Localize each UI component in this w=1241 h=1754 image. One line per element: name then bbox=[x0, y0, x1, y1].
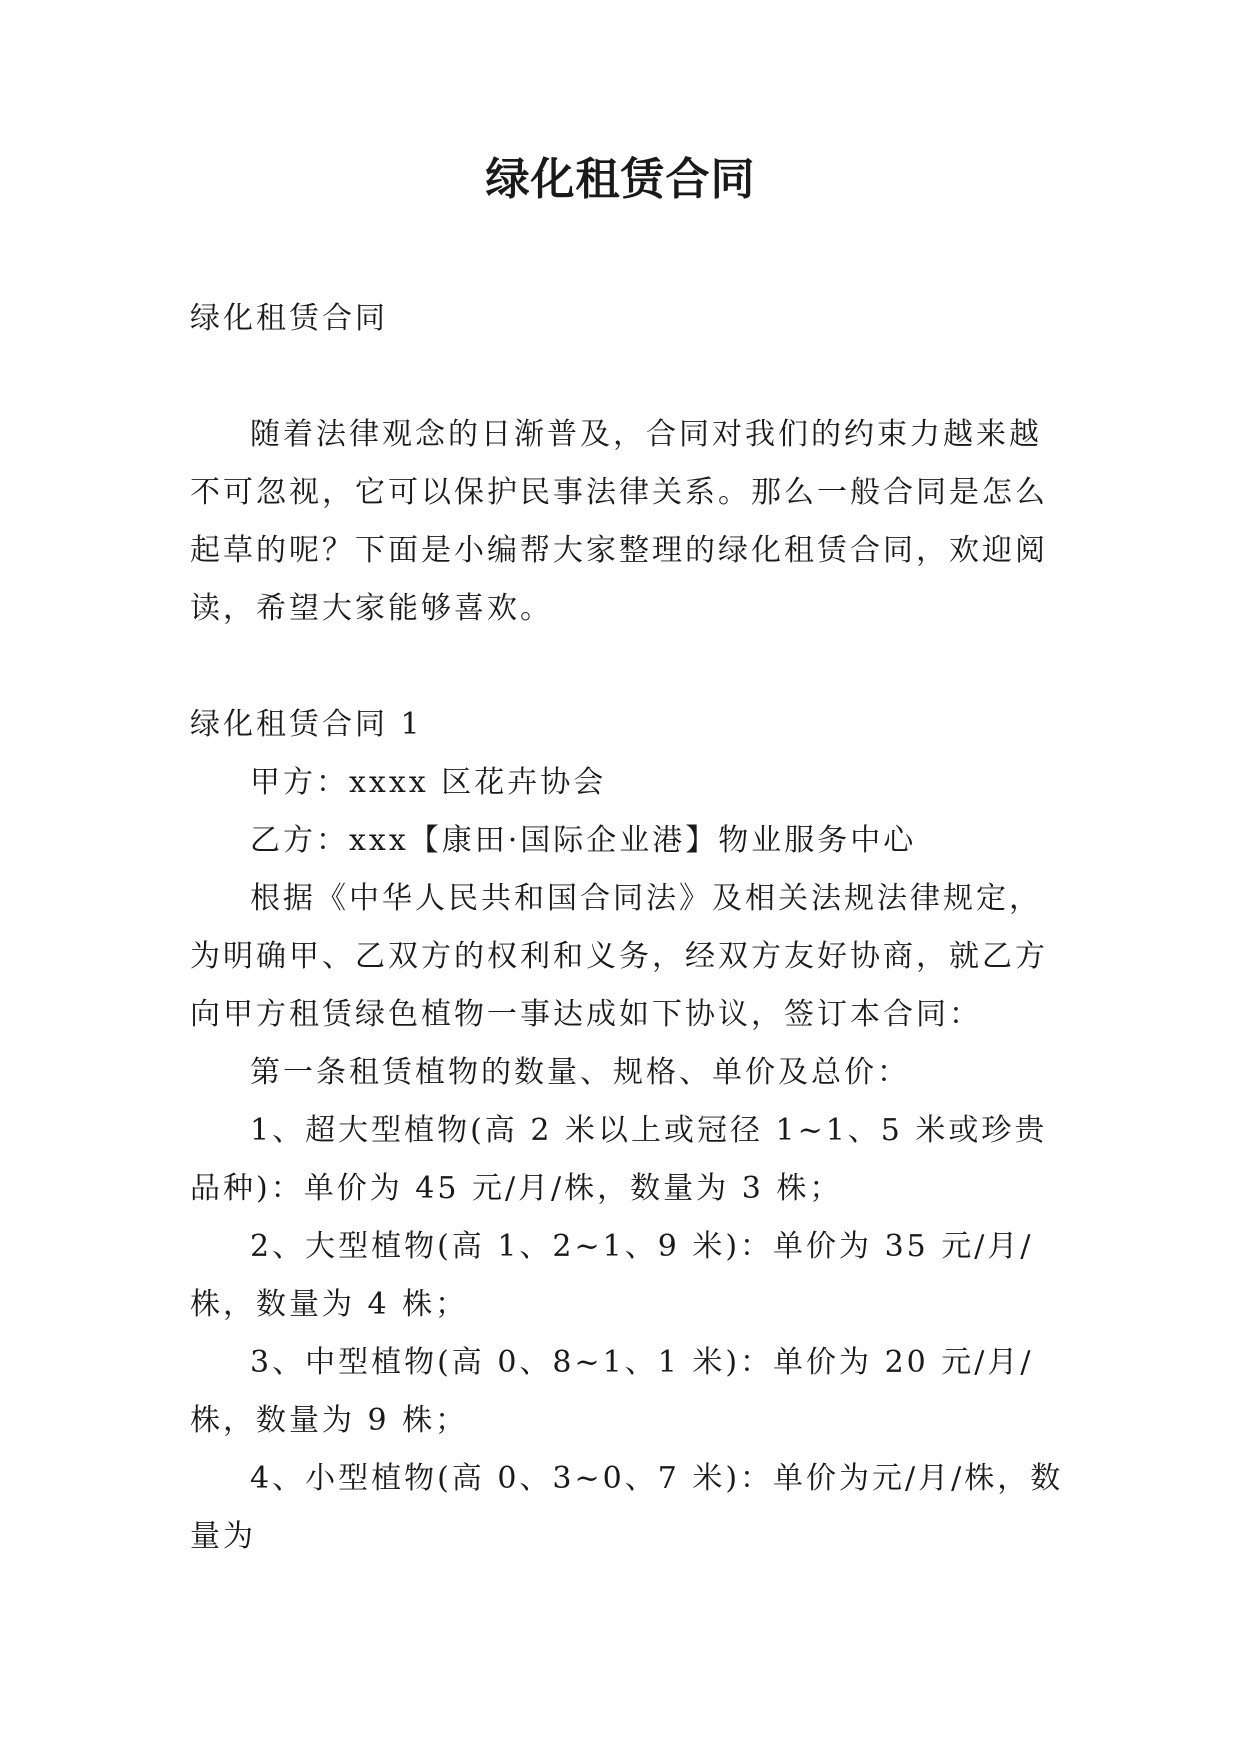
section-heading: 绿化租赁合同 1 bbox=[190, 707, 423, 742]
clause-item-2: 2、大型植物(高 1、2~1、9 米)：单价为 35 元/月/株，数量为 4 株； bbox=[190, 1229, 1034, 1322]
article-one-heading: 第一条租赁植物的数量、规格、单价及总价： bbox=[250, 1055, 910, 1090]
clause-item-4: 4、小型植物(高 0、3~0、7 米)：单价为元/月/株，数量为 bbox=[190, 1461, 1064, 1554]
clause-item-1: 1、超大型植物(高 2 米以上或冠径 1~1、5 米或珍贵品种)：单价为 45 元/月/株，数量为 3 株； bbox=[190, 1113, 1048, 1206]
document-body bbox=[190, 290, 1070, 1566]
party-a: 甲方：xxxx 区花卉协会 bbox=[250, 765, 607, 800]
party-b: 乙方：xxx【康田·国际企业港】物业服务中心 bbox=[250, 823, 917, 858]
clause-item-3: 3、中型植物(高 0、8~1、1 米)：单价为 20 元/月/株，数量为 9 株； bbox=[190, 1345, 1034, 1438]
preamble-paragraph: 根据《中华人民共和国合同法》及相关法规法律规定，为明确甲、乙双方的权利和义务，经双方友好协商，就乙方向甲方租赁绿色植物一事达成如下协议，签订本合同： bbox=[190, 881, 1048, 1032]
intro-paragraph: 随着法律观念的日渐普及，合同对我们的约束力越来越不可忽视，它可以保护民事法律关系。那么一般合同是怎么起草的呢？下面是小编帮大家整理的绿化租赁合同，欢迎阅读，希望大家能够喜欢。 bbox=[190, 417, 1048, 626]
document-title: 绿化租赁合同 bbox=[485, 154, 756, 205]
subtitle-paragraph: 绿化租赁合同 bbox=[190, 301, 388, 336]
